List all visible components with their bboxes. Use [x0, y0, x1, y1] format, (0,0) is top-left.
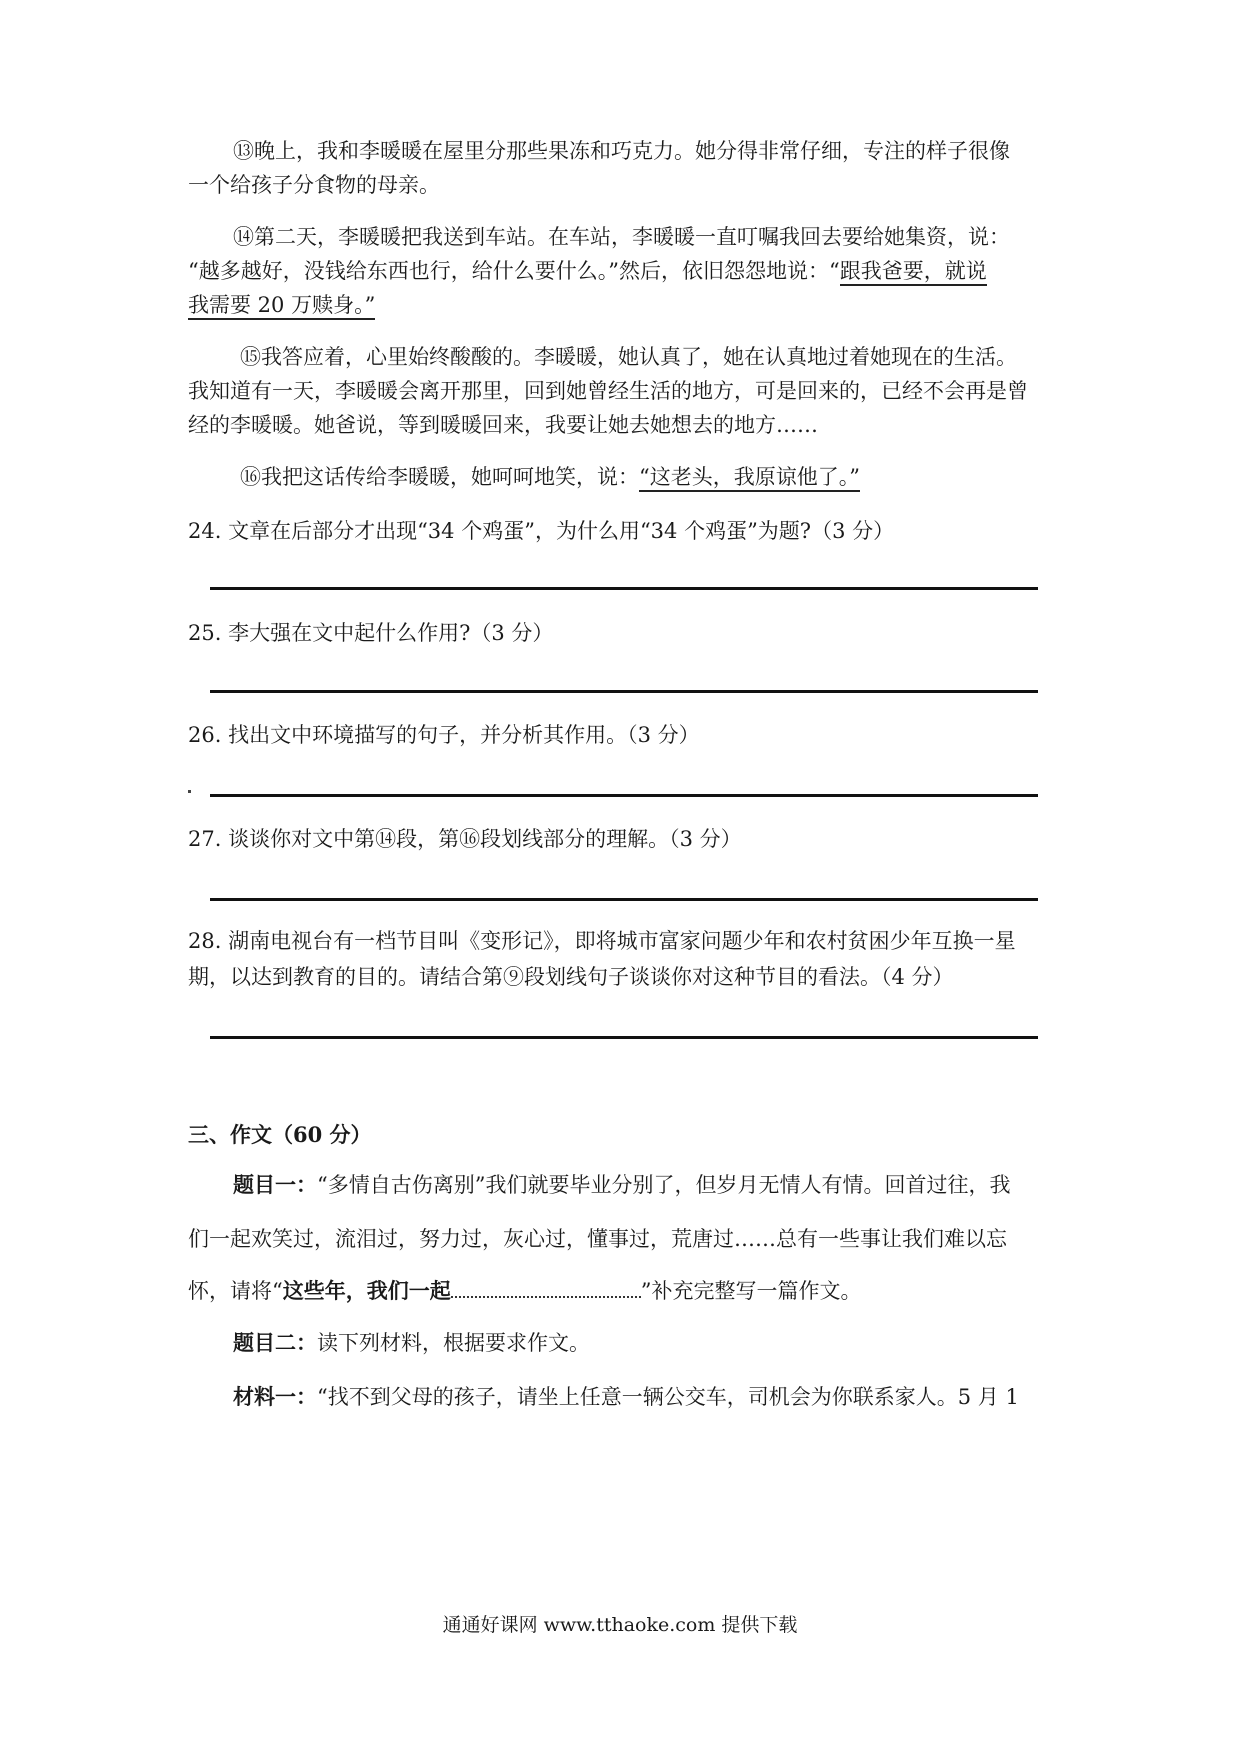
topic-2: [233, 1328, 590, 1358]
composition-heading: 三、作文（60 分）: [188, 1122, 372, 1147]
paragraph-16: [240, 462, 860, 492]
question-28-line-1: 28. 湖南电视台有一档节目叫《变形记》，即将城市富家问题少年和农村贫困少年互换一星: [188, 929, 1016, 953]
material-1-text: “找不到父母的孩子，请坐上任意一辆公交车，司机会为你联系家人。5 月 1: [317, 1385, 1019, 1409]
paragraph-16-text: ⑯我把这话传给李暖暖，她呵呵地笑，说：: [240, 465, 639, 489]
underlined-sentence-14-part-2: 我需要 20 万赎身。”: [188, 293, 375, 320]
paragraph-14-line-1: ⑭第二天，李暖暖把我送到车站。在车站，李暖暖一直叮嘱我回去要给她集资，说：: [233, 225, 1010, 249]
topic-2-text: 读下列材料，根据要求作文。: [317, 1331, 590, 1355]
paragraph-14-line-2-text: “越多越好，没钱给东西也行，给什么要什么。”然后，依旧怨怨地说：“: [188, 259, 840, 283]
answer-line-28: [210, 1036, 1038, 1039]
topic-1-line-3-start: 怀，请将“: [188, 1279, 283, 1303]
topic-1-line-2: 们一起欢笑过，流泪过，努力过，灰心过，懂事过，荒唐过……总有一些事让我们难以忘: [188, 1227, 1007, 1251]
title-blank: [451, 1278, 641, 1298]
question-25: 25. 李大强在文中起什么作用?（3 分）: [188, 621, 554, 645]
underlined-sentence-14-part-1: 跟我爸要，就说: [840, 259, 987, 286]
topic-1-line-1: [233, 1170, 1010, 1200]
paragraph-14-line-2: [188, 256, 987, 286]
paragraph-13-line-2: 一个给孩子分食物的母亲。: [188, 173, 440, 197]
topic-1-line-3: [188, 1276, 862, 1306]
scan-speck: [188, 790, 191, 793]
paragraph-13-line-1: ⑬晚上，我和李暖暖在屋里分那些果冻和巧克力。她分得非常仔细，专注的样子很像: [233, 139, 1010, 163]
page-footer: 通通好课网 www.tthaoke.com 提供下载: [442, 1614, 798, 1636]
topic-1-text: “多情自古伤离别”我们就要毕业分别了，但岁月无情人有情。回首过往，我: [317, 1173, 1011, 1197]
question-27: 27. 谈谈你对文中第⑭段，第⑯段划线部分的理解。（3 分）: [188, 827, 742, 851]
paragraph-14-line-3: [188, 290, 375, 320]
answer-line-27: [210, 898, 1038, 901]
question-24: 24. 文章在后部分才出现“34 个鸡蛋”，为什么用“34 个鸡蛋”为题?（3 分）: [188, 519, 895, 543]
question-28-line-2: 期，以达到教育的目的。请结合第⑨段划线句子谈谈你对这种节目的看法。（4 分）: [188, 965, 954, 989]
material-1: [233, 1382, 1019, 1412]
topic-1-label: 题目一：: [233, 1172, 317, 1197]
topic-1-line-3-end: ”补充完整写一篇作文。: [640, 1279, 862, 1303]
underlined-sentence-16: “这老头，我原谅他了。”: [639, 465, 860, 492]
material-1-label: 材料一：: [233, 1384, 317, 1409]
answer-line-24: [210, 587, 1038, 590]
answer-line-26: [210, 794, 1038, 797]
topic-2-label: 题目二：: [233, 1330, 317, 1355]
answer-line-25: [210, 690, 1038, 693]
paragraph-15-line-2: 我知道有一天，李暖暖会离开那里，回到她曾经生活的地方，可是回来的，已经不会再是曾: [188, 379, 1028, 403]
paragraph-15-line-3: 经的李暖暖。她爸说，等到暖暖回来，我要让她去她想去的地方……: [188, 413, 818, 437]
paragraph-15-line-1: ⑮我答应着，心里始终酸酸的。李暖暖，她认真了，她在认真地过着她现在的生活。: [240, 345, 1017, 369]
question-26: 26. 找出文中环境描写的句子，并分析其作用。（3 分）: [188, 723, 700, 747]
topic-1-title: 这些年，我们一起: [282, 1278, 451, 1303]
